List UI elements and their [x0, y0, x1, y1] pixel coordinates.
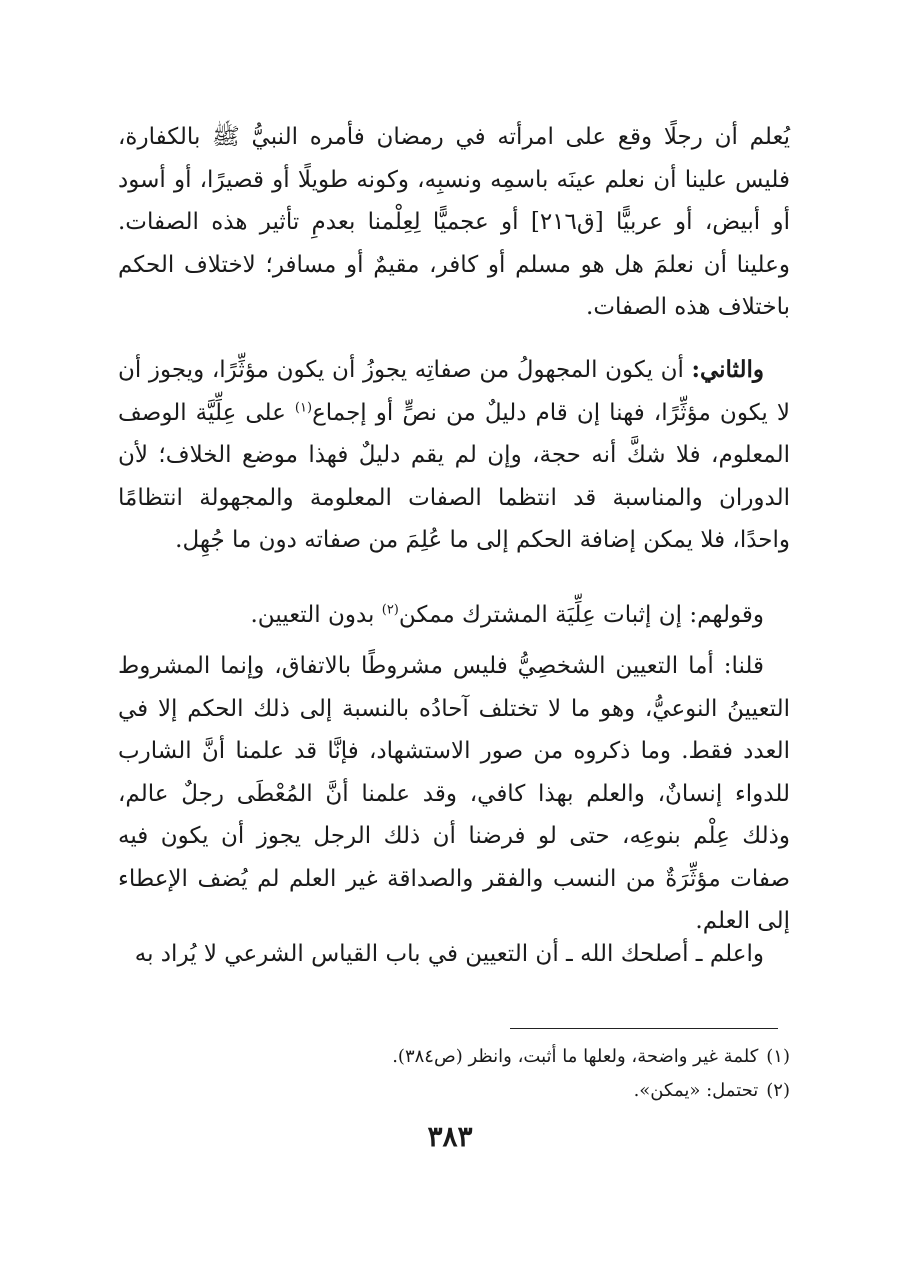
footnote-1	[118, 1040, 790, 1074]
footnote-divider	[510, 1028, 778, 1029]
paragraph-2-lead: والثاني:	[691, 356, 764, 383]
paragraph-2-text	[118, 349, 790, 562]
paragraph-2-part-b: على عِلِّيَّة الوصف المعلوم، فلا شكَّ أنه حجة، وإن لم يقم دليلٌ فهذا موضع الخلاف؛ لأن الدوران والمناسبة قد انتظما الصفات المعلومة والمجهولة انتظامًا واحدًا، فلا يمكن إضافة الحكم إلى ما عُلِمَ من صفاته دون ما جُهِل.	[118, 399, 790, 553]
footnote-ref-1: (١)	[294, 399, 313, 415]
paragraph-3	[118, 594, 790, 637]
paragraph-4-text: قلنا: أما التعيين الشخصِيُّ فليس مشروطًا بالاتفاق، وإنما المشروط التعيينُ النوعيُّ، وهو ما لا تختلف آحادُه بالنسبة إلى ذلك الحكم إلا في العدد فقط. وما ذكروه من صور الاستشهاد، فإنَّا قد علمنا أنَّ الشارب للدواء إنسانٌ، والعلم بهذا كافي، وقد علمنا أنَّ المُعْطَى رجلٌ عالم، وذلك عِلْم بنوعِه، حتى لو فرضنا أن ذلك الرجل يجوز أن يكون فيه صفات مؤثِّرَةٌ من النسب والفقر والصداقة غير العلم لم يُضف الإعطاء إلى العلم.	[118, 653, 790, 934]
footnotes	[118, 1040, 790, 1108]
footnote-2-number: (٢)	[766, 1080, 790, 1101]
footnote-ref-2: (٢)	[381, 602, 399, 618]
paragraph-5-text: واعلم ـ أصلحك الله ـ أن التعيين في باب القياس الشرعي لا يُراد به	[134, 941, 764, 967]
paragraph-3-text	[118, 594, 790, 637]
paragraph-5	[118, 933, 790, 976]
paragraph-2	[118, 349, 790, 562]
paragraph-4	[118, 645, 790, 943]
paragraph-3-part-a: وقولهم: إن إثبات عِلِّيَة المشترك ممكن	[398, 602, 764, 628]
paragraph-1	[118, 116, 790, 329]
paragraph-3-part-b: بدون التعيين.	[250, 602, 382, 628]
page-number: ٣٨٣	[427, 1120, 473, 1153]
footnote-1-number: (١)	[766, 1046, 790, 1067]
footnote-1-text: كلمة غير واضحة، ولعلها ما أثبت، وانظر (ص٣٨٤).	[392, 1046, 759, 1067]
footnote-2	[118, 1074, 790, 1108]
paragraph-1-text: يُعلم أن رجلًا وقع على امرأته في رمضان فأمره النبيُّ ﷺ بالكفارة، فليس علينا أن نعلم عينَه باسمِه ونسبِه، وكونه طويلًا أو قصيرًا، أو أسود أو أبيض، أو عربيًّا [ق٢١٦] أو عجميًّا لِعِلْمنا بعدمِ تأثير هذه الصفات. وعلينا أن نعلمَ هل هو مسلم أو كافر، مقيمٌ أو مسافر؛ لاختلاف الحكم باختلاف هذه الصفات.	[118, 124, 790, 320]
paragraph-2-part-a: أن يكون المجهولُ من صفاتِه يجوزُ أن يكون مؤثِّرًا، ويجوز أن لا يكون مؤثِّرًا، فهنا إن قام دليلٌ من نصٍّ أو إجماع	[118, 357, 790, 426]
footnote-2-text: تحتمل: «يمكن».	[633, 1080, 759, 1101]
